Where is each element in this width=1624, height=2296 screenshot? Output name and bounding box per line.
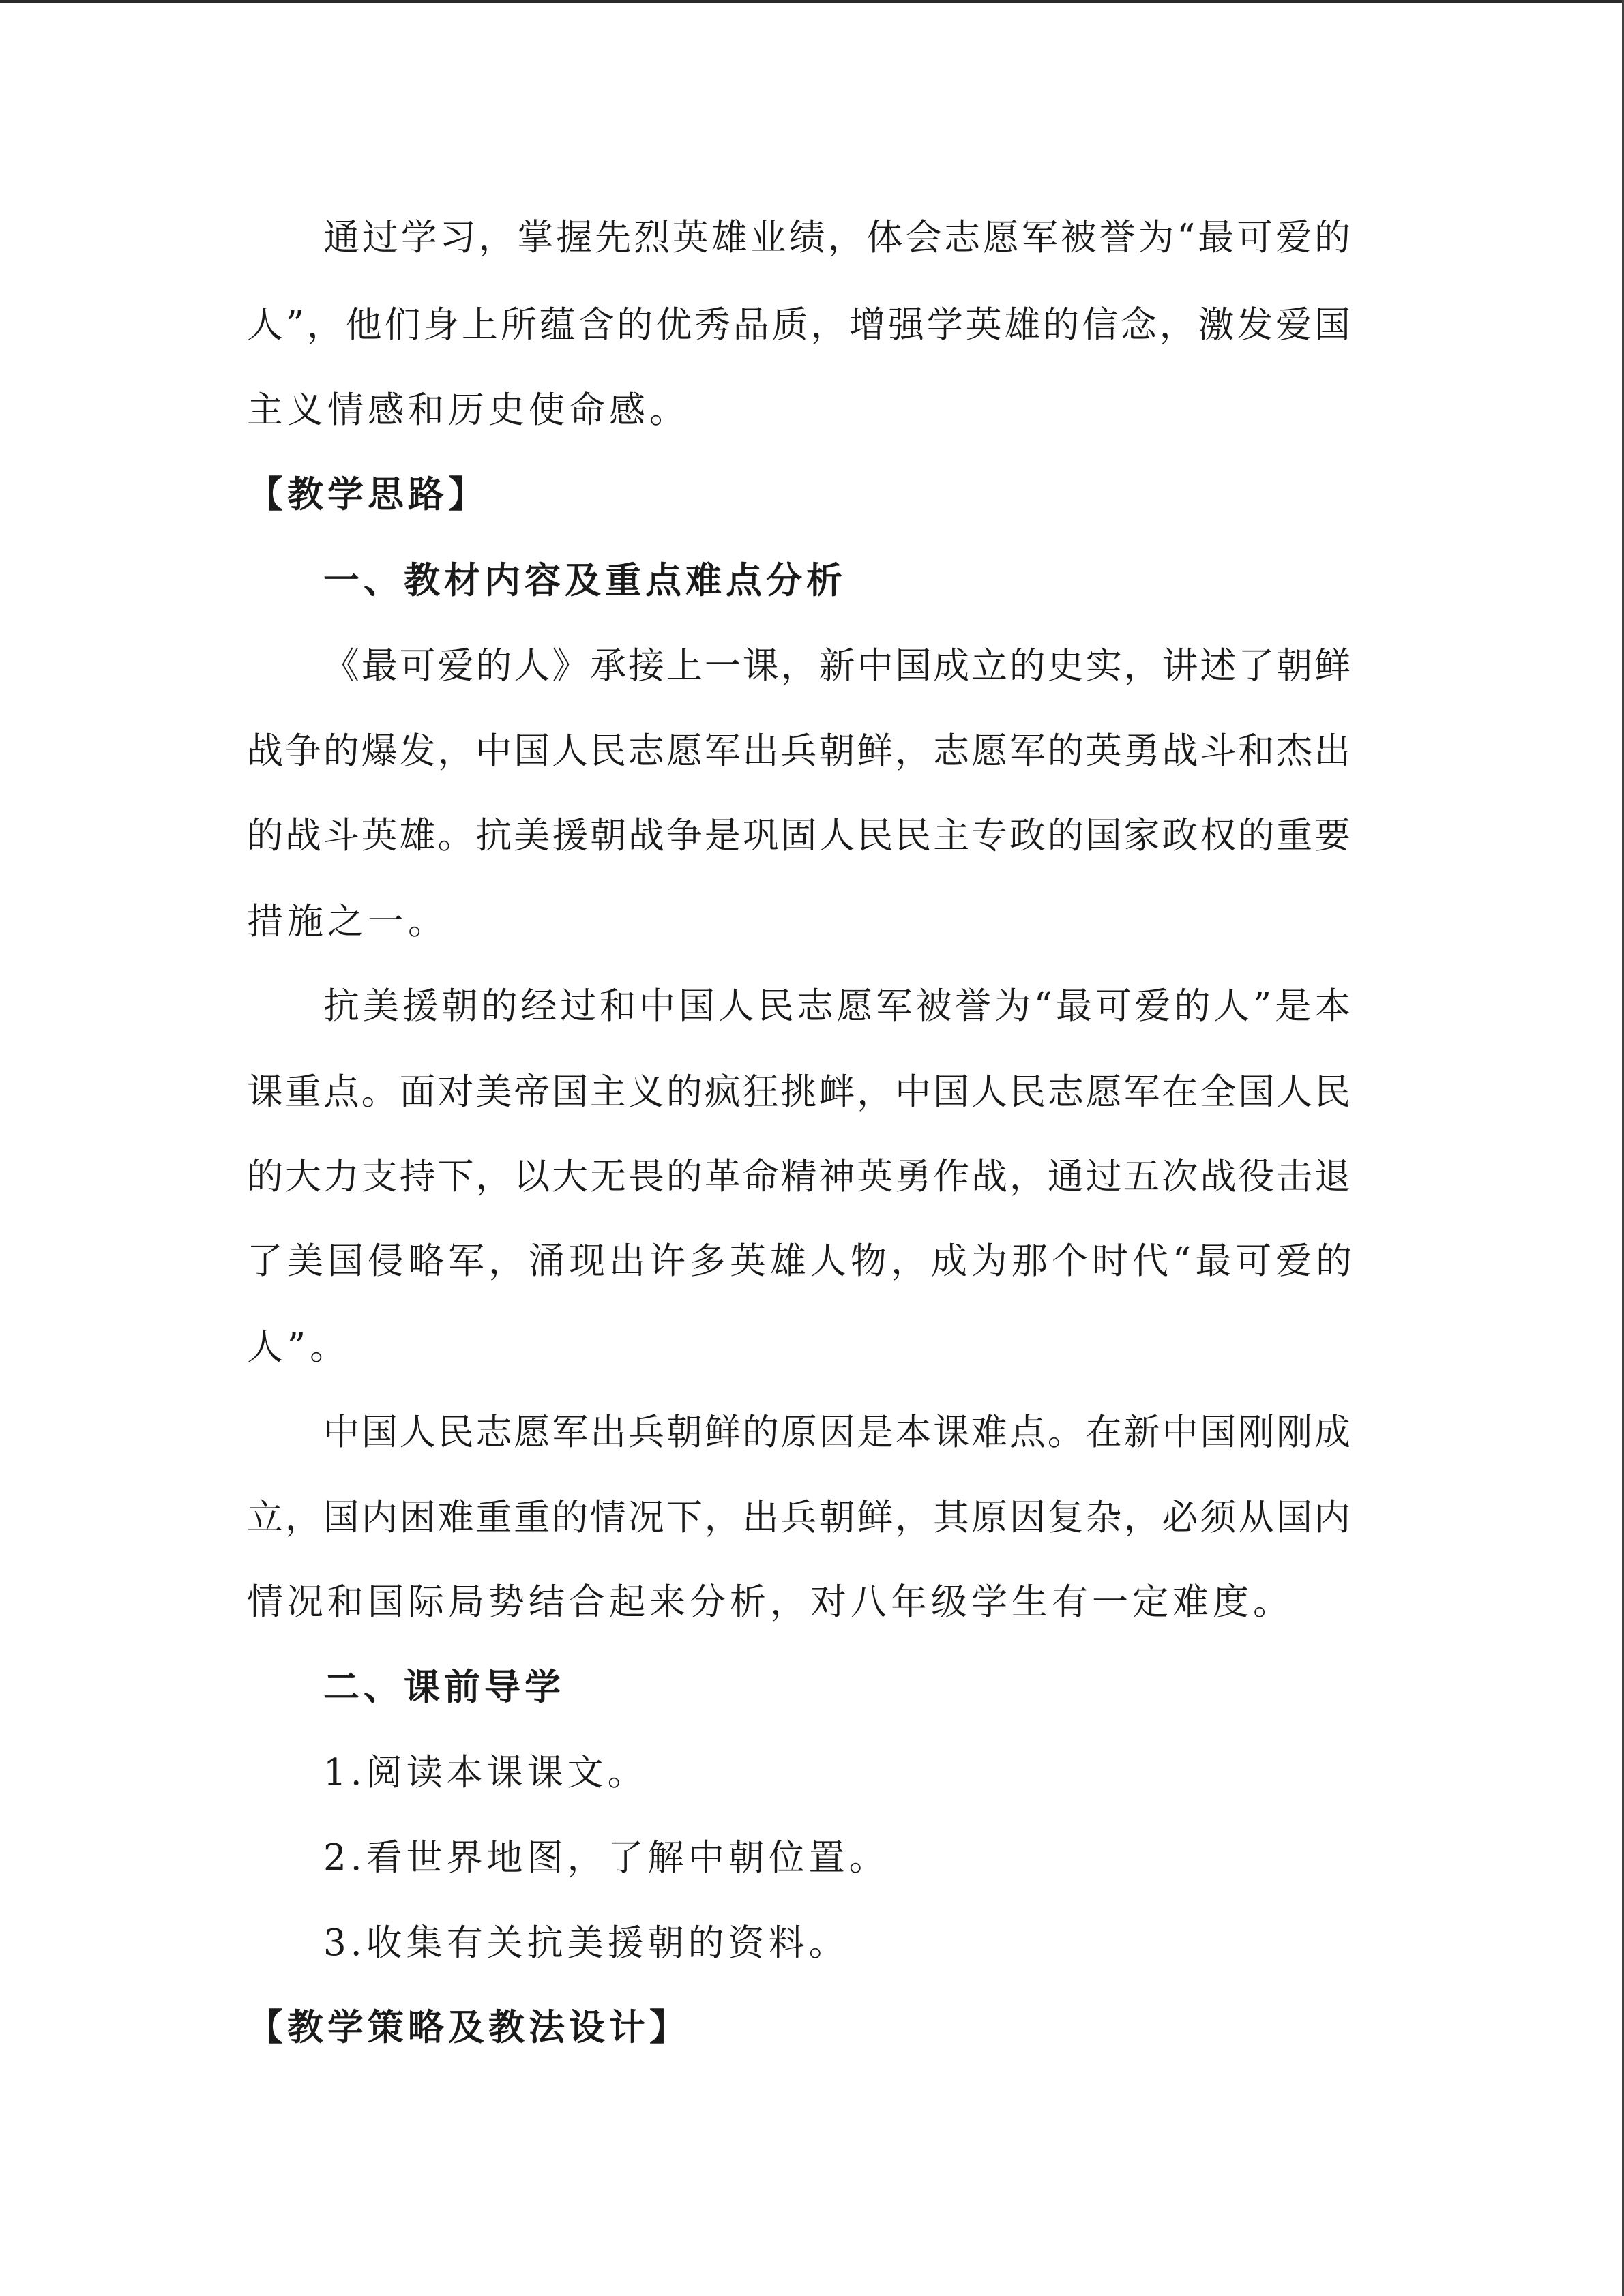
- subsection-heading: 一、教材内容及重点难点分析: [323, 560, 846, 601]
- subsection-heading: 二、课前导学: [323, 1667, 565, 1708]
- page-top-border: [0, 0, 1624, 3]
- paragraph-line: 《最可爱的人》承接上一课，新中国成立的史实，讲述了朝鲜: [323, 645, 1350, 687]
- paragraph-line: 的大力支持下，以大无畏的革命精神英勇作战，通过五次战役击退: [247, 1156, 1350, 1197]
- section-heading: 【教学策略及教法设计】: [247, 2007, 690, 2048]
- list-item: 1.阅读本课课文。: [323, 1752, 648, 1793]
- paragraph-line: 通过学习，掌握先烈英雄业绩，体会志愿军被誉为“最可爱的: [323, 217, 1350, 258]
- paragraph-line: 人”。: [247, 1326, 351, 1368]
- paragraph-line: 抗美援朝的经过和中国人民志愿军被誉为“最可爱的人”是本: [323, 985, 1350, 1027]
- paragraph-line: 课重点。面对美帝国主义的疯狂挑衅，中国人民志愿军在全国人民: [247, 1071, 1350, 1113]
- section-heading: 【教学思路】: [247, 474, 488, 516]
- paragraph-line: 措施之一。: [247, 901, 448, 942]
- paragraph-line: 立，国内困难重重的情况下，出兵朝鲜，其原因复杂，必须从国内: [247, 1497, 1350, 1538]
- paragraph-line: 了美国侵略军，涌现出许多英雄人物，成为那个时代“最可爱的: [247, 1240, 1357, 1282]
- list-item: 2.看世界地图，了解中朝位置。: [323, 1837, 889, 1879]
- list-item: 3.收集有关抗美援朝的资料。: [323, 1922, 849, 1964]
- paragraph-line: 的战斗英雄。抗美援朝战争是巩固人民民主专政的国家政权的重要: [247, 815, 1350, 856]
- paragraph-line: 主义情感和历史使命感。: [247, 389, 690, 431]
- paragraph-line: 中国人民志愿军出兵朝鲜的原因是本课难点。在新中国刚刚成: [323, 1412, 1350, 1453]
- paragraph-line: 情况和国际局势结合起来分析，对八年级学生有一定难度。: [247, 1581, 1293, 1623]
- paragraph-line: 战争的爆发，中国人民志愿军出兵朝鲜，志愿军的英勇战斗和杰出: [247, 730, 1350, 772]
- paragraph-line: 人”，他们身上所蕴含的优秀品质，增强学英雄的信念，激发爱国: [247, 304, 1350, 346]
